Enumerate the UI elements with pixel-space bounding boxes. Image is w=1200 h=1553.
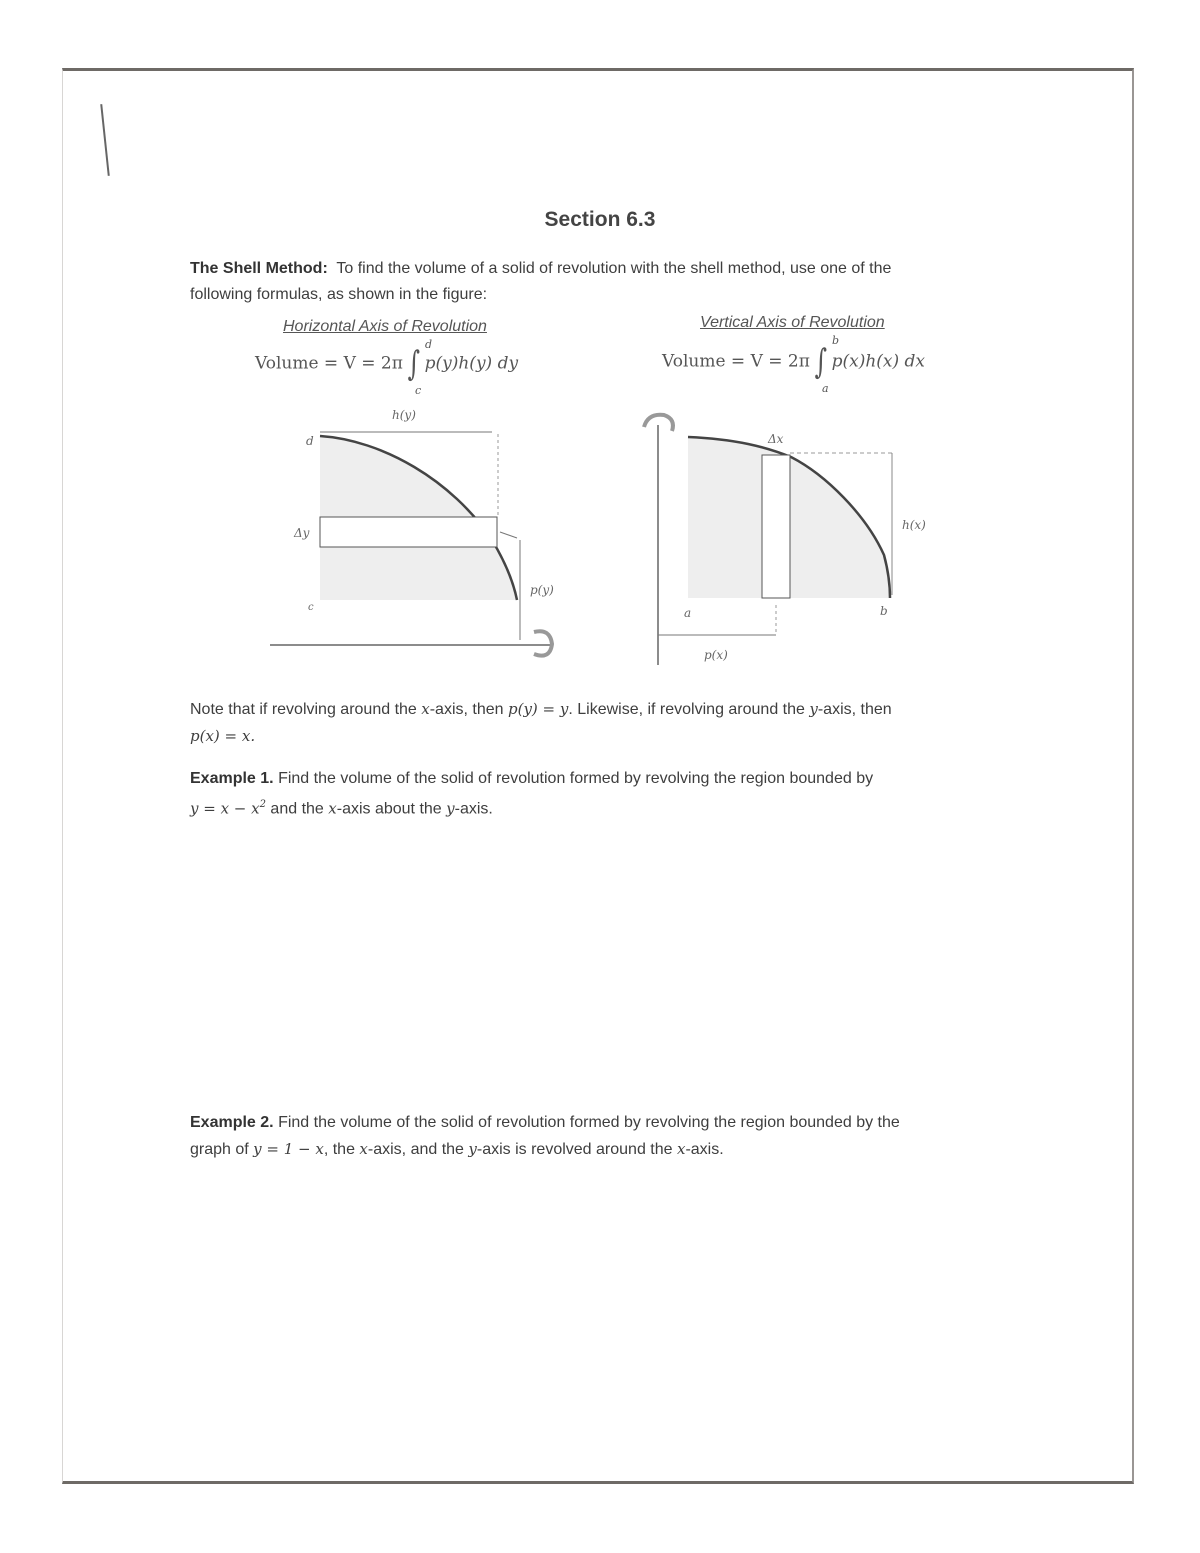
example-2-text: -axis, and the xyxy=(367,1141,469,1158)
shell-rectangle xyxy=(320,517,497,547)
math-x: x xyxy=(328,799,337,818)
math-y: y xyxy=(446,799,455,818)
math-eq: y = 1 − x xyxy=(253,1140,324,1158)
shell-rectangle xyxy=(762,455,790,598)
vertical-integrand: p(x)h(x) dx xyxy=(831,351,926,372)
horizontal-upper-limit: d xyxy=(425,338,433,351)
label-h: h(x) xyxy=(902,518,926,532)
example-2-text: graph of xyxy=(190,1141,254,1158)
horizontal-shell-figure xyxy=(262,400,572,670)
example-1-text: -axis. xyxy=(454,800,493,818)
vertical-lower-limit: a xyxy=(822,382,829,395)
rotation-arrow-icon xyxy=(534,631,552,655)
note-text: . Likewise, if revolving around the xyxy=(568,701,810,718)
math-x: x xyxy=(421,700,430,718)
vertical-upper-limit: b xyxy=(832,334,840,347)
note-paragraph xyxy=(190,696,980,750)
math-x: x xyxy=(676,1140,686,1158)
label-a: a xyxy=(684,606,692,620)
example-1-label: Example 1. xyxy=(190,770,274,787)
section-title: Section 6.3 xyxy=(544,208,656,231)
shell-method-text-2: following formulas, as shown in the figure: xyxy=(190,286,488,303)
note-text: -axis, then xyxy=(817,701,892,718)
horizontal-formula-lhs: Volume = V = 2π xyxy=(255,353,403,374)
label-p: p(x) xyxy=(704,648,728,662)
horizontal-formula xyxy=(255,338,519,397)
label-p: p(y) xyxy=(530,583,554,597)
example-1-text: Find the volume of the solid of revolution formed by revolving the region bounded by xyxy=(278,770,874,787)
p-brace-top xyxy=(500,532,517,538)
shell-method-text-1: To find the volume of a solid of revolution with the shell method, use one of the xyxy=(336,260,892,277)
vertical-formula xyxy=(662,334,926,395)
label-h: h(y) xyxy=(392,408,416,422)
horizontal-integrand: p(y)h(y) dy xyxy=(424,353,519,374)
example-2 xyxy=(190,1110,980,1163)
example-2-text: Find the volume of the solid of revolution formed by revolving the region bounded by the xyxy=(278,1114,900,1131)
label-delta: Δy xyxy=(294,526,310,540)
example-1-text: and the xyxy=(265,800,329,818)
note-text: Note that if revolving around the xyxy=(190,701,422,718)
math-px: p(x) = x. xyxy=(190,727,256,745)
vertical-shell-figure xyxy=(636,405,946,670)
example-1-text: -axis about the xyxy=(336,800,447,818)
label-c: c xyxy=(308,602,314,613)
math-y: y xyxy=(468,1140,477,1158)
example-2-text: , the xyxy=(323,1141,360,1158)
example-2-label: Example 2. xyxy=(190,1114,274,1131)
math-py: p(y) = y xyxy=(507,700,569,718)
math-sup: 2 xyxy=(259,799,266,810)
horizontal-lower-limit: c xyxy=(415,384,422,397)
note-text: -axis, then xyxy=(429,701,508,718)
vertical-formula-lhs: Volume = V = 2π xyxy=(662,351,810,372)
example-1 xyxy=(190,766,980,822)
shell-method-paragraph xyxy=(190,256,980,308)
integral-sign: ∫ xyxy=(407,344,420,384)
math-y: y xyxy=(809,700,818,718)
vertical-axis-title: Vertical Axis of Revolution xyxy=(700,314,885,331)
math-x: x xyxy=(359,1140,368,1158)
label-delta: Δx xyxy=(768,432,784,446)
example-2-text: -axis is revolved around the xyxy=(476,1141,677,1158)
math-eq: y = x − x xyxy=(190,799,260,818)
integral-sign: ∫ xyxy=(814,342,827,382)
label-d: d xyxy=(306,434,314,448)
shell-method-heading: The Shell Method: xyxy=(190,260,328,277)
label-b: b xyxy=(880,604,888,618)
example-2-text: -axis. xyxy=(685,1141,724,1158)
horizontal-axis-title: Horizontal Axis of Revolution xyxy=(283,318,487,335)
